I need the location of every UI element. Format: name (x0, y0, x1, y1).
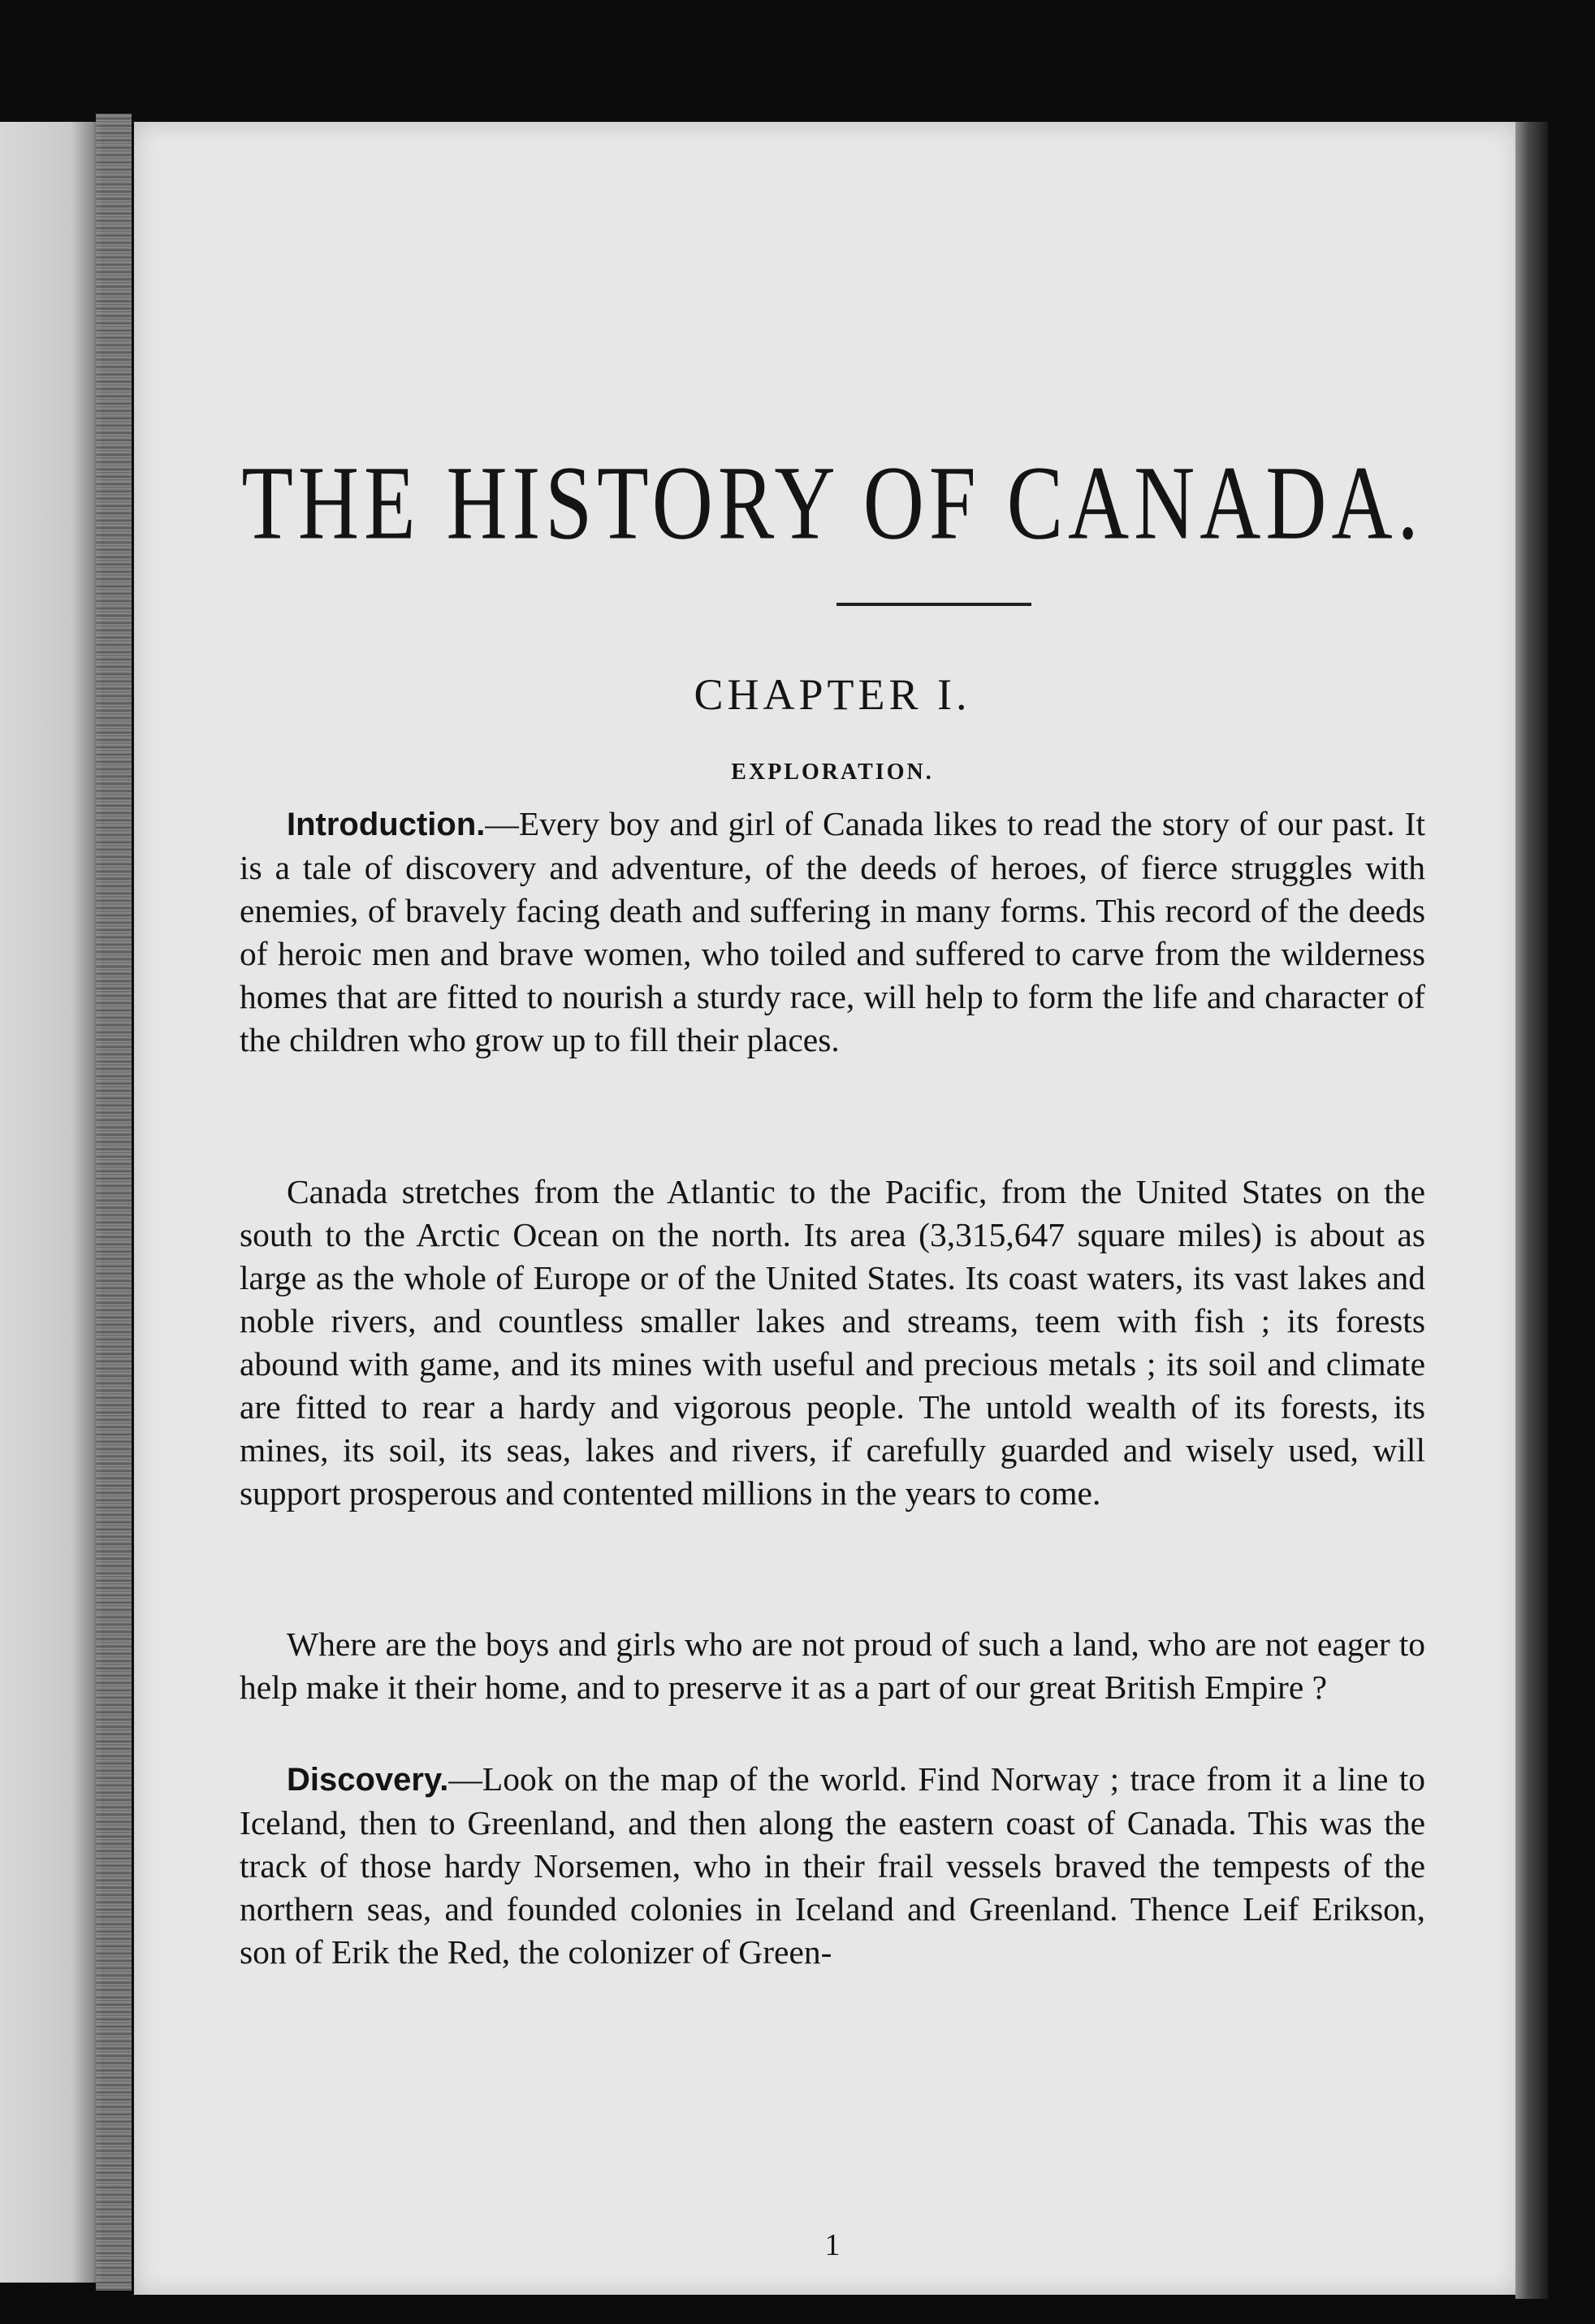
book-title: THE HISTORY OF CANADA. (241, 444, 1424, 562)
page-edge-right (1515, 122, 1548, 2299)
paragraph-introduction (240, 803, 1425, 1062)
paragraph-text: —Every boy and girl of Canada likes to read the story of our past. It is a tale of discovery and adventure, of the deeds of heroes, of fierce struggles with enemies, of bravely facing death and suffering in many forms. This record of the deeds of heroic men and brave women, who toiled and suffered to carve from the wilderness homes that are fitted to nourish a sturdy race, will help to form the life and character of the children who grow up to fill their places. (240, 805, 1425, 1058)
page-number: 1 (824, 2228, 841, 2262)
paragraph-lead: Introduction. (287, 807, 486, 842)
paragraph-text: Canada stretches from the Atlantic to the Pacific, from the United States on the south to the Arctic Ocean on the north. Its area (3,315,647 square miles) is about as large as the whole of Europe or of the United States. Its coast waters, its vast lakes and noble rivers, and countless smaller lakes and streams, teem with fish ; its forests abound with game, and its mines with useful and precious metals ; its soil and climate are fitted to rear a hardy and vigorous people. The untold wealth of its forests, its mines, its soil, its seas, lakes and rivers, if carefully guarded and wisely used, will support prosperous and contented millions in the years to come. (240, 1173, 1425, 1512)
paragraph-text: —Look on the map of the world. Find Norway ; trace from it a line to Iceland, then to Greenland, and then along the eastern coast of Canada. This was the track of those hardy Norsemen, who in their frail vessels braved the tempests of the northern seas, and founded colonies in Iceland and Greenland. Thence Leif Erikson, son of Erik the Red, the colonizer of Green- (240, 1760, 1425, 1971)
book-page (134, 122, 1519, 2295)
paragraph-geography (240, 1171, 1425, 1515)
previous-page-edge (0, 122, 102, 2283)
title-divider (836, 603, 1031, 606)
paragraph-text: Where are the boys and girls who are not proud of such a land, who are not eager to help make it their home, and to preserve it as a part of our great British Empire ? (240, 1625, 1425, 1706)
paragraph-pride (240, 1623, 1425, 1709)
paragraph-lead: Discovery. (287, 1762, 449, 1798)
section-heading: EXPLORATION. (731, 760, 934, 785)
chapter-heading: CHAPTER I. (694, 670, 971, 719)
paragraph-discovery (240, 1758, 1425, 1974)
book-binding (96, 114, 132, 2291)
